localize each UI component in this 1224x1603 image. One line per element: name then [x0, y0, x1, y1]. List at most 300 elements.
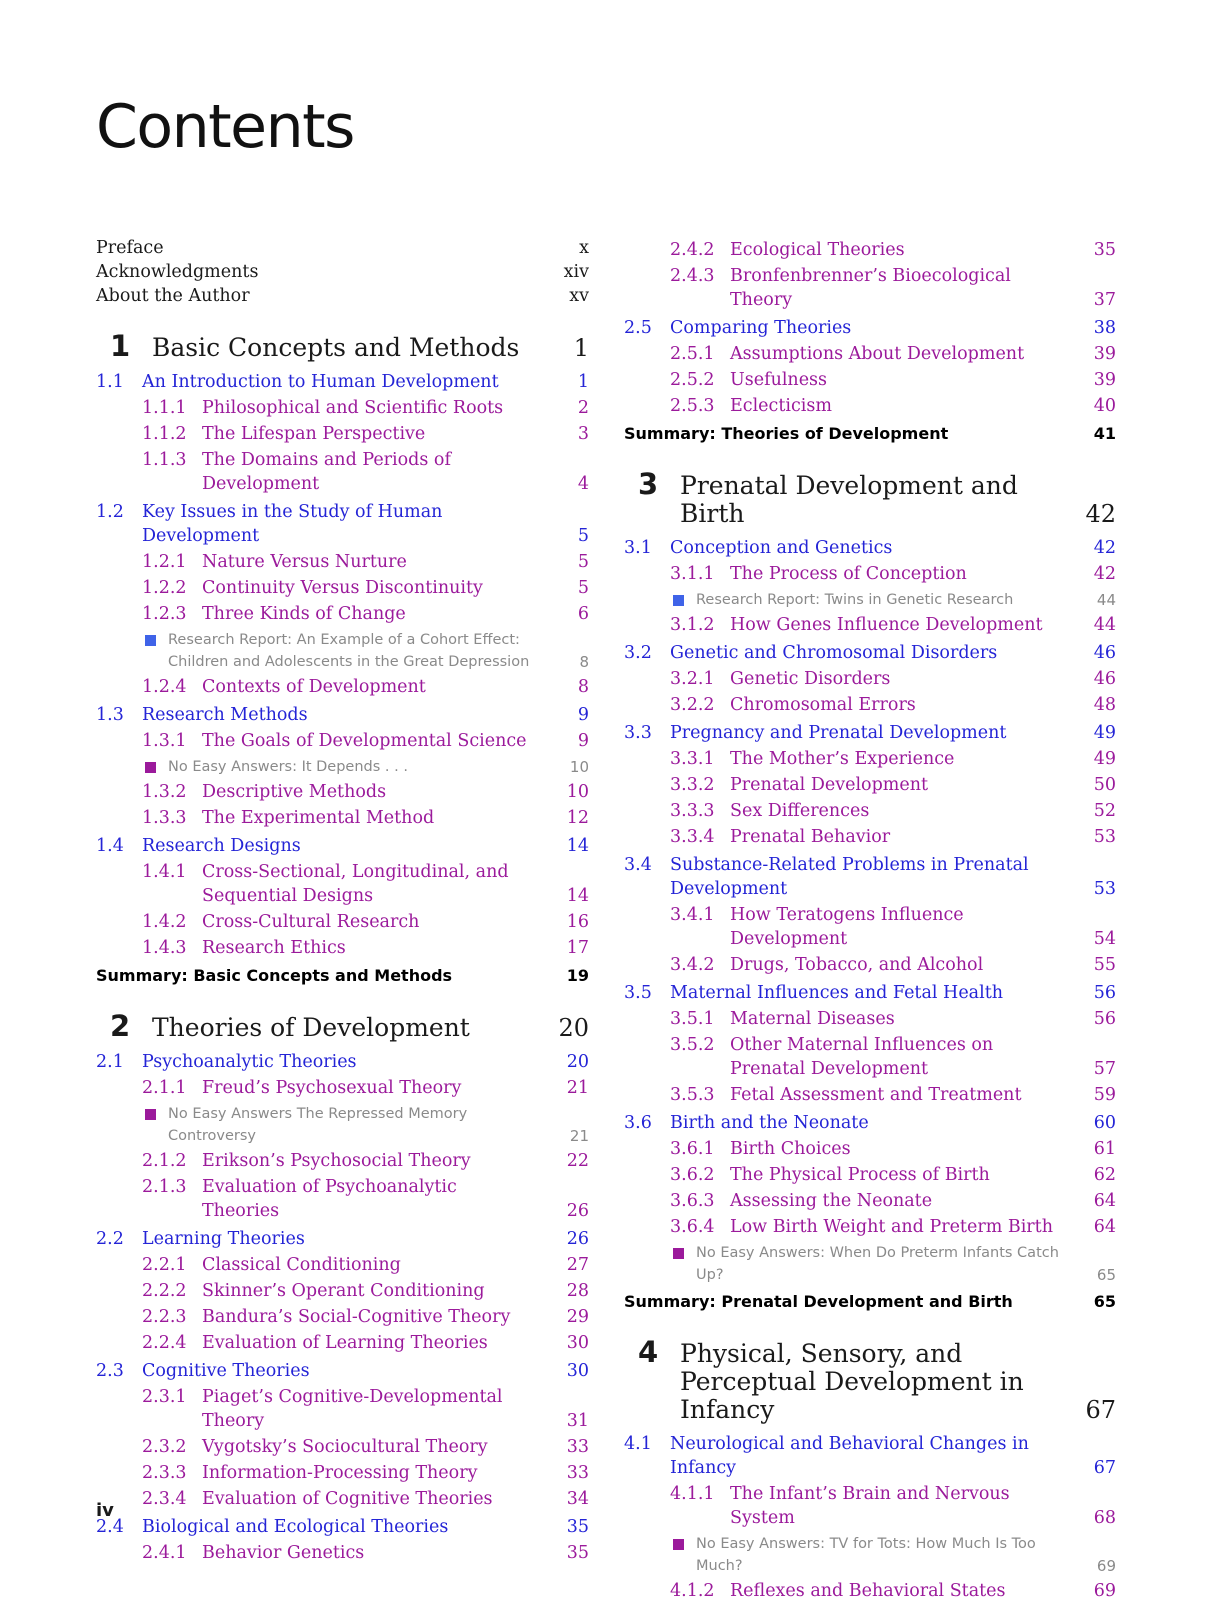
toc-number: 3.1: [624, 538, 652, 558]
toc-label: Research Designs: [142, 836, 301, 856]
toc-subsection[interactable]: [624, 1482, 1116, 1530]
toc-page-number: 69: [1093, 1581, 1116, 1601]
toc-subsection[interactable]: [624, 799, 1116, 823]
toc-section[interactable]: [624, 536, 1116, 560]
toc-section[interactable]: [96, 1227, 589, 1251]
toc-label: Behavior Genetics: [202, 1543, 365, 1563]
toc-number: 1.2.1: [142, 552, 187, 572]
toc-label: Erikson’s Psychosocial Theory: [202, 1151, 471, 1171]
toc-subsection[interactable]: [96, 806, 589, 830]
toc-page-number: 42: [1085, 500, 1116, 528]
toc-page-number: 65: [1096, 1266, 1116, 1284]
toc-number: 3.6.2: [670, 1165, 715, 1185]
toc-number: 1: [110, 329, 131, 363]
toc-page-number: 3: [577, 424, 589, 444]
toc-page-number: 34: [566, 1489, 589, 1509]
toc-page-number: 1: [573, 334, 589, 362]
toc-feature-box[interactable]: [624, 589, 1116, 611]
toc-label: Summary: Theories of Development: [624, 424, 949, 443]
toc-number: 2.2.4: [142, 1333, 187, 1353]
toc-subsection[interactable]: [624, 1189, 1116, 1213]
toc-subsection[interactable]: [96, 1385, 589, 1433]
toc-label: Prenatal Behavior: [730, 827, 891, 847]
feature-square-icon: [145, 762, 156, 773]
toc-page-number: 44: [1096, 591, 1116, 609]
toc-number: 2.5: [624, 318, 652, 338]
toc-subsection[interactable]: [96, 1253, 589, 1277]
toc-subsection[interactable]: [624, 342, 1116, 366]
toc-page-number: 33: [566, 1437, 589, 1457]
toc-page-number: 65: [1093, 1292, 1116, 1311]
toc-label: Prenatal Development: [730, 775, 929, 795]
page-folio: iv: [96, 1500, 114, 1521]
toc-number: 3.3.2: [670, 775, 715, 795]
toc-number: 1.2.4: [142, 677, 187, 697]
toc-number: 4: [638, 1335, 659, 1369]
toc-subsection[interactable]: [96, 729, 589, 753]
toc-label: Eclecticism: [730, 396, 832, 416]
toc-label: Neurological and Behavioral Changes in Infancy: [670, 1434, 1029, 1478]
toc-label: No Easy Answers: It Depends . . .: [168, 759, 408, 775]
toc-subsection[interactable]: [624, 368, 1116, 392]
toc-label: Genetic Disorders: [730, 669, 891, 689]
toc-chapter[interactable]: [96, 329, 589, 363]
toc-section[interactable]: [96, 1359, 589, 1383]
toc-label: The Process of Conception: [730, 564, 967, 584]
toc-section[interactable]: [624, 981, 1116, 1005]
toc-label: Nature Versus Nurture: [202, 552, 407, 572]
toc-page-number: 20: [558, 1014, 589, 1042]
toc-page-number: 5: [577, 526, 589, 546]
toc-page-number: 39: [1093, 344, 1116, 364]
toc-page-number: 64: [1093, 1217, 1116, 1237]
toc-page-number: 1: [577, 372, 589, 392]
toc-summary[interactable]: [96, 964, 589, 988]
toc-number: 1.4.3: [142, 938, 187, 958]
toc-label: Assessing the Neonate: [730, 1191, 933, 1211]
toc-page-number: 16: [566, 912, 589, 932]
toc-number: 2.5.3: [670, 396, 715, 416]
toc-label: Sex Differences: [730, 801, 870, 821]
toc-page-number: 46: [1093, 643, 1116, 663]
toc-page-number: 60: [1093, 1113, 1116, 1133]
toc-label: Usefulness: [730, 370, 828, 390]
toc-subsection[interactable]: [624, 825, 1116, 849]
toc-label: How Teratogens Influence Development: [730, 905, 964, 949]
toc-number: 3.2.1: [670, 669, 715, 689]
toc-label: Reflexes and Behavioral States: [730, 1581, 1006, 1601]
toc-number: 1.1: [96, 372, 124, 392]
toc-page-number: 41: [1093, 424, 1116, 443]
toc-page-number: 55: [1093, 955, 1116, 975]
toc-subsection[interactable]: [624, 238, 1116, 262]
toc-number: 2.2: [96, 1229, 124, 1249]
toc-label: Cross-Cultural Research: [202, 912, 420, 932]
toc-subsection[interactable]: [96, 1305, 589, 1329]
toc-label: Key Issues in the Study of Human Development: [142, 502, 443, 546]
feature-square-icon: [673, 1248, 684, 1259]
toc-number: 2.1.1: [142, 1078, 187, 1098]
toc-page-number: 69: [1096, 1557, 1116, 1575]
toc-label: The Domains and Periods of Development: [202, 450, 451, 494]
toc-subsection[interactable]: [624, 1163, 1116, 1187]
toc-page-number: 49: [1093, 723, 1116, 743]
toc-subsection[interactable]: [96, 1331, 589, 1355]
toc-subsection[interactable]: [96, 1541, 589, 1565]
toc-number: 3.4.2: [670, 955, 715, 975]
toc-number: 3: [638, 467, 659, 501]
toc-label: Information-Processing Theory: [202, 1463, 478, 1483]
toc-page-number: 53: [1093, 879, 1116, 899]
toc-subsection[interactable]: [624, 1579, 1116, 1603]
toc-number: 3.6.4: [670, 1217, 715, 1237]
toc-page-number: 67: [1085, 1396, 1116, 1424]
toc-section[interactable]: [96, 370, 589, 394]
toc-section[interactable]: [624, 1111, 1116, 1135]
toc-page-number: 62: [1093, 1165, 1116, 1185]
toc-label: Summary: Basic Concepts and Methods: [96, 966, 453, 985]
toc-subsection[interactable]: [96, 910, 589, 934]
toc-label: Skinner’s Operant Conditioning: [202, 1281, 485, 1301]
toc-number: 3.3.4: [670, 827, 715, 847]
toc-number: 3.1.1: [670, 564, 715, 584]
toc-number: 2.3: [96, 1361, 124, 1381]
toc-number: 3.5.2: [670, 1035, 715, 1055]
toc-number: 1.1.3: [142, 450, 187, 470]
toc-label: No Easy Answers The Repressed Memory Controversy: [168, 1106, 468, 1144]
toc-front-matter[interactable]: [96, 284, 589, 308]
toc-page-number: 27: [566, 1255, 589, 1275]
toc-label: Piaget’s Cognitive-Developmental Theory: [202, 1387, 503, 1431]
toc-page-number: 30: [566, 1333, 589, 1353]
toc-subsection[interactable]: [96, 1461, 589, 1485]
toc-label: Cognitive Theories: [142, 1361, 310, 1381]
toc-number: 3.6.1: [670, 1139, 715, 1159]
toc-page-number: 8: [577, 677, 589, 697]
toc-number: 3.1.2: [670, 615, 715, 635]
toc-number: 3.5.3: [670, 1085, 715, 1105]
toc-page-number: xiv: [563, 262, 589, 282]
toc-front-matter[interactable]: [96, 236, 589, 260]
toc-page-number: 29: [566, 1307, 589, 1327]
toc-number: 2.4.3: [670, 266, 715, 286]
toc-subsection[interactable]: [96, 675, 589, 699]
feature-square-icon: [145, 635, 156, 646]
toc-label: Bandura’s Social-Cognitive Theory: [202, 1307, 511, 1327]
toc-subsection[interactable]: [96, 602, 589, 626]
toc-label: Ecological Theories: [730, 240, 905, 260]
toc-label: Birth Choices: [730, 1139, 851, 1159]
toc-section[interactable]: [624, 316, 1116, 340]
toc-page-number: 4: [577, 474, 589, 494]
toc-page-number: 26: [566, 1229, 589, 1249]
toc-page-number: 49: [1093, 749, 1116, 769]
toc-label: Philosophical and Scientific Roots: [202, 398, 504, 418]
toc-label: Evaluation of Psychoanalytic Theories: [202, 1177, 457, 1221]
toc-page-number: 22: [566, 1151, 589, 1171]
toc-label: Assumptions About Development: [730, 344, 1025, 364]
toc-subsection[interactable]: [624, 1083, 1116, 1107]
toc-number: 2.4.1: [142, 1543, 187, 1563]
toc-subsection[interactable]: [96, 1175, 589, 1223]
toc-label: Maternal Diseases: [730, 1009, 895, 1029]
toc-page-number: 39: [1093, 370, 1116, 390]
toc-subsection[interactable]: [96, 780, 589, 804]
toc-label: No Easy Answers: When Do Preterm Infants Catch Up?: [696, 1245, 1059, 1283]
toc-number: 2.5.1: [670, 344, 715, 364]
toc-subsection[interactable]: [96, 936, 589, 960]
toc-feature-box[interactable]: [96, 1103, 589, 1147]
toc-number: 1.4: [96, 836, 124, 856]
toc-page-number: xv: [569, 286, 589, 306]
toc-number: 1.1.2: [142, 424, 187, 444]
toc-label: Three Kinds of Change: [202, 604, 406, 624]
toc-label: About the Author: [96, 286, 250, 306]
toc-page-number: 10: [569, 758, 589, 776]
toc-subsection[interactable]: [624, 953, 1116, 977]
toc-page-number: 30: [566, 1361, 589, 1381]
toc-number: 3.2: [624, 643, 652, 663]
toc-label: Drugs, Tobacco, and Alcohol: [730, 955, 984, 975]
toc-feature-box[interactable]: [624, 1242, 1116, 1286]
toc-section[interactable]: [96, 1050, 589, 1074]
toc-subsection[interactable]: [96, 1149, 589, 1173]
toc-label: Chromosomal Errors: [730, 695, 916, 715]
toc-chapter[interactable]: [96, 1009, 589, 1043]
toc-subsection[interactable]: [624, 693, 1116, 717]
toc-label: Research Report: Twins in Genetic Research: [696, 592, 1014, 608]
toc-subsection[interactable]: [96, 860, 589, 908]
toc-label: Biological and Ecological Theories: [142, 1517, 449, 1537]
toc-label: Birth and the Neonate: [670, 1113, 869, 1133]
toc-label: The Goals of Developmental Science: [202, 731, 527, 751]
toc-number: 2.1.3: [142, 1177, 187, 1197]
toc-page-number: 5: [577, 578, 589, 598]
toc-number: 4.1: [624, 1434, 652, 1454]
toc-page-number: 33: [566, 1463, 589, 1483]
toc-label: Theories of Development: [152, 1013, 470, 1042]
toc-number: 1.4.1: [142, 862, 187, 882]
toc-label: Pregnancy and Prenatal Development: [670, 723, 1007, 743]
toc-number: 3.3: [624, 723, 652, 743]
toc-label: Descriptive Methods: [202, 782, 387, 802]
toc-label: How Genes Influence Development: [730, 615, 1043, 635]
toc-subsection[interactable]: [624, 613, 1116, 637]
toc-section[interactable]: [96, 500, 589, 548]
toc-label: Psychoanalytic Theories: [142, 1052, 357, 1072]
toc-number: 3.2.2: [670, 695, 715, 715]
toc-number: 3.6.3: [670, 1191, 715, 1211]
toc-page-number: 42: [1093, 564, 1116, 584]
toc-label: Contexts of Development: [202, 677, 426, 697]
toc-subsection[interactable]: [96, 576, 589, 600]
toc-label: Maternal Influences and Fetal Health: [670, 983, 1004, 1003]
toc-page-number: 54: [1093, 929, 1116, 949]
toc-section[interactable]: [624, 1432, 1116, 1480]
toc-page-number: 31: [566, 1411, 589, 1431]
toc-page-number: 14: [566, 886, 589, 906]
toc-label: Learning Theories: [142, 1229, 305, 1249]
toc-subsection[interactable]: [624, 264, 1116, 312]
toc-label: The Infant’s Brain and Nervous System: [730, 1484, 1010, 1528]
toc-number: 1.3: [96, 705, 124, 725]
toc-label: Classical Conditioning: [202, 1255, 401, 1275]
toc-summary[interactable]: [624, 1290, 1116, 1314]
toc-subsection[interactable]: [624, 1215, 1116, 1239]
toc-section[interactable]: [96, 703, 589, 727]
toc-page-number: 35: [1093, 240, 1116, 260]
toc-label: Physical, Sensory, and Perceptual Development in Infancy: [680, 1339, 1024, 1424]
toc-page-number: 48: [1093, 695, 1116, 715]
toc-front-matter[interactable]: [96, 260, 589, 284]
toc-page-number: x: [579, 238, 589, 258]
toc-page-number: 64: [1093, 1191, 1116, 1211]
feature-square-icon: [673, 595, 684, 606]
toc-subsection[interactable]: [624, 394, 1116, 418]
toc-label: The Mother’s Experience: [730, 749, 955, 769]
toc-number: 2.3.4: [142, 1489, 187, 1509]
toc-page-number: 46: [1093, 669, 1116, 689]
toc-label: Continuity Versus Discontinuity: [202, 578, 483, 598]
toc-page-number: 42: [1093, 538, 1116, 558]
toc-number: 1.4.2: [142, 912, 187, 932]
toc-section[interactable]: [624, 721, 1116, 745]
toc-number: 3.5.1: [670, 1009, 715, 1029]
toc-chapter[interactable]: [624, 1335, 1116, 1424]
toc-label: Conception and Genetics: [670, 538, 893, 558]
toc-subsection[interactable]: [96, 550, 589, 574]
toc-page-number: 35: [566, 1543, 589, 1563]
toc-subsection[interactable]: [624, 773, 1116, 797]
toc-subsection[interactable]: [96, 1435, 589, 1459]
toc-number: 2.5.2: [670, 370, 715, 390]
toc-number: 1.1.1: [142, 398, 187, 418]
toc-subsection[interactable]: [624, 903, 1116, 951]
toc-label: Summary: Prenatal Development and Birth: [624, 1292, 1013, 1311]
toc-label: An Introduction to Human Development: [142, 372, 499, 392]
toc-number: 2: [110, 1009, 131, 1043]
feature-square-icon: [673, 1539, 684, 1550]
toc-subsection[interactable]: [96, 396, 589, 420]
toc-number: 3.4.1: [670, 905, 715, 925]
toc-chapter[interactable]: [624, 467, 1116, 528]
toc-label: No Easy Answers: TV for Tots: How Much Is Too Much?: [696, 1536, 1036, 1574]
toc-label: Cross-Sectional, Longitudinal, and Sequential Designs: [202, 862, 509, 906]
toc-number: 2.4: [96, 1517, 124, 1537]
toc-page-number: 35: [566, 1517, 589, 1537]
toc-number: 2.2.3: [142, 1307, 187, 1327]
toc-page-number: 12: [566, 808, 589, 828]
toc-column-left: [96, 236, 589, 1565]
page-title: Contents: [96, 92, 354, 162]
toc-label: Genetic and Chromosomal Disorders: [670, 643, 998, 663]
toc-label: Fetal Assessment and Treatment: [730, 1085, 1022, 1105]
toc-subsection[interactable]: [624, 1007, 1116, 1031]
toc-number: 2.1.2: [142, 1151, 187, 1171]
toc-page-number: 2: [577, 398, 589, 418]
toc-number: 1.2: [96, 502, 124, 522]
toc-page-number: 67: [1093, 1458, 1116, 1478]
toc-number: 3.3.3: [670, 801, 715, 821]
toc-section[interactable]: [624, 853, 1116, 901]
toc-number: 1.3.3: [142, 808, 187, 828]
toc-number: 2.3.2: [142, 1437, 187, 1457]
toc-section[interactable]: [624, 641, 1116, 665]
toc-number: 1.2.2: [142, 578, 187, 598]
toc-label: Research Ethics: [202, 938, 346, 958]
toc-subsection[interactable]: [624, 562, 1116, 586]
toc-label: Preface: [96, 238, 164, 258]
toc-number: 3.4: [624, 855, 652, 875]
toc-page-number: 52: [1093, 801, 1116, 821]
toc-subsection[interactable]: [624, 667, 1116, 691]
toc-number: 1.3.1: [142, 731, 187, 751]
toc-page-number: 5: [577, 552, 589, 572]
toc-label: Freud’s Psychosexual Theory: [202, 1078, 462, 1098]
feature-square-icon: [145, 1109, 156, 1120]
toc-number: 3.6: [624, 1113, 652, 1133]
toc-page-number: 9: [577, 705, 589, 725]
toc-page-number: 21: [566, 1078, 589, 1098]
toc-subsection[interactable]: [624, 747, 1116, 771]
toc-label: Research Methods: [142, 705, 308, 725]
toc-section[interactable]: [96, 1515, 589, 1539]
toc-label: Evaluation of Learning Theories: [202, 1333, 488, 1353]
toc-number: 2.3.3: [142, 1463, 187, 1483]
toc-feature-box[interactable]: [96, 629, 589, 673]
toc-subsection[interactable]: [96, 422, 589, 446]
toc-number: 4.1.2: [670, 1581, 715, 1601]
toc-label: Prenatal Development and Birth: [680, 471, 1018, 528]
toc-page-number: 61: [1093, 1139, 1116, 1159]
toc-section[interactable]: [96, 834, 589, 858]
toc-label: Research Report: An Example of a Cohort Effect: Children and Adolescents in the Great Depression: [168, 632, 530, 670]
toc-page-number: 28: [566, 1281, 589, 1301]
toc-feature-box[interactable]: [624, 1533, 1116, 1577]
toc-summary[interactable]: [624, 422, 1116, 446]
toc-page-number: 38: [1093, 318, 1116, 338]
toc-page-number: 56: [1093, 983, 1116, 1003]
toc-subsection[interactable]: [624, 1137, 1116, 1161]
toc-number: 2.2.2: [142, 1281, 187, 1301]
toc-label: Evaluation of Cognitive Theories: [202, 1489, 493, 1509]
toc-label: The Lifespan Perspective: [202, 424, 426, 444]
toc-subsection[interactable]: [96, 448, 589, 496]
toc-number: 3.3.1: [670, 749, 715, 769]
toc-page-number: 50: [1093, 775, 1116, 795]
toc-label: Acknowledgments: [96, 262, 259, 282]
toc-page-number: 53: [1093, 827, 1116, 847]
toc-label: Low Birth Weight and Preterm Birth: [730, 1217, 1053, 1237]
toc-page-number: 10: [566, 782, 589, 802]
toc-subsection[interactable]: [96, 1279, 589, 1303]
toc-label: Basic Concepts and Methods: [152, 333, 520, 362]
toc-subsection[interactable]: [96, 1487, 589, 1511]
toc-page-number: 19: [566, 966, 589, 985]
toc-feature-box[interactable]: [96, 756, 589, 778]
toc-label: Comparing Theories: [670, 318, 852, 338]
toc-subsection[interactable]: [624, 1033, 1116, 1081]
toc-label: Bronfenbrenner’s Bioecological Theory: [730, 266, 1011, 310]
toc-page-number: 8: [579, 653, 589, 671]
toc-page-number: 68: [1093, 1508, 1116, 1528]
toc-subsection[interactable]: [96, 1076, 589, 1100]
toc-page-number: 40: [1093, 396, 1116, 416]
toc-page-number: 17: [566, 938, 589, 958]
toc-number: 2.1: [96, 1052, 124, 1072]
toc-number: 2.4.2: [670, 240, 715, 260]
toc-page-number: 21: [569, 1127, 589, 1145]
